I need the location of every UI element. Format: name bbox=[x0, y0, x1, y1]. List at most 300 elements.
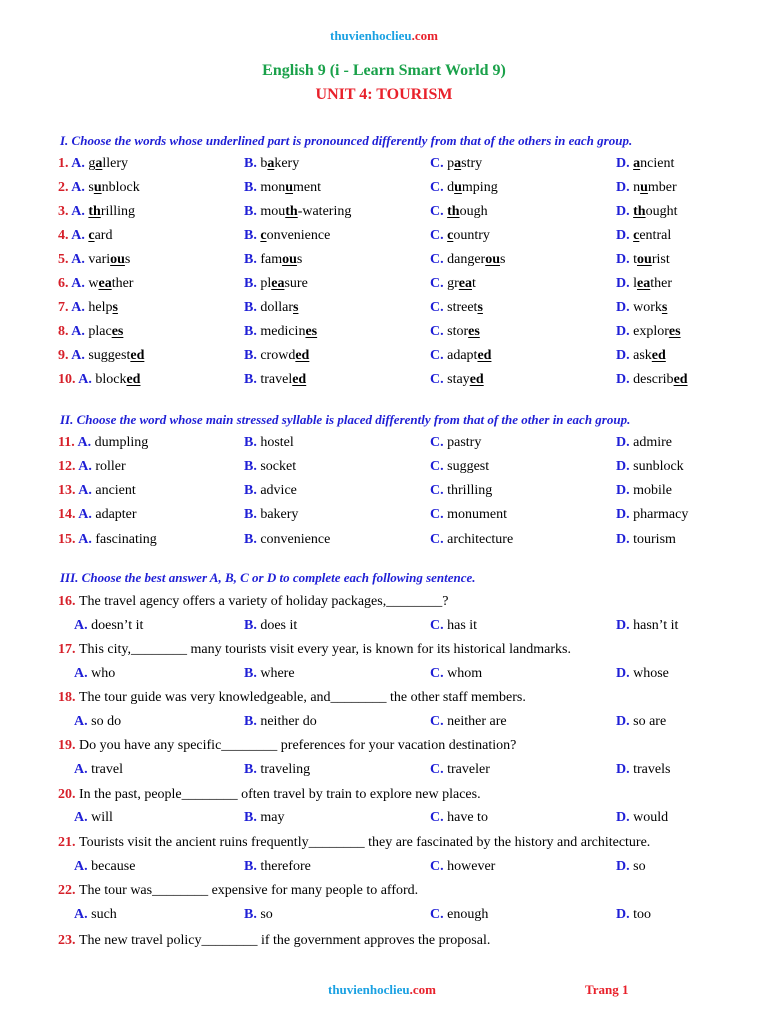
option-letter: B. bbox=[244, 276, 261, 291]
option-letter: D. bbox=[616, 204, 634, 219]
answer-option[interactable] bbox=[58, 459, 126, 475]
option-text-pre: stor bbox=[447, 324, 469, 339]
underlined-part: th bbox=[88, 204, 101, 219]
option-text-pre: work bbox=[633, 300, 662, 315]
answer-option[interactable] bbox=[616, 907, 651, 923]
option-letter: D. bbox=[616, 228, 634, 243]
underlined-part: s bbox=[661, 300, 668, 315]
underlined-part: u bbox=[285, 180, 294, 195]
option-text-post: nblock bbox=[101, 180, 140, 195]
answer-option[interactable] bbox=[58, 156, 128, 172]
question-number: 13. bbox=[58, 483, 79, 498]
answer-option[interactable] bbox=[58, 372, 140, 388]
option-letter: D. bbox=[616, 252, 634, 267]
option-text-post: s bbox=[500, 252, 506, 267]
answer-option[interactable] bbox=[58, 204, 135, 220]
option-letter: D. bbox=[616, 348, 634, 363]
answer-option[interactable] bbox=[430, 276, 476, 292]
option-text-pre: travel bbox=[260, 372, 293, 387]
option-text-pre: stay bbox=[447, 372, 470, 387]
option-letter: C. bbox=[430, 252, 448, 267]
option-text-post: s bbox=[124, 252, 131, 267]
option-text-pre: dollar bbox=[260, 300, 293, 315]
option-text-pre: adapt bbox=[447, 348, 478, 363]
option-text-pre: gr bbox=[447, 276, 459, 291]
answer-option[interactable] bbox=[58, 276, 133, 292]
option-letter: A. bbox=[74, 714, 92, 729]
answer-option[interactable] bbox=[58, 180, 140, 196]
option-text-pre: vari bbox=[88, 252, 111, 267]
answer-option[interactable] bbox=[244, 762, 310, 778]
option-letter: C. bbox=[430, 459, 448, 474]
option-text: convenience bbox=[260, 532, 331, 547]
question-text: The new travel policy________ if the government approves the proposal. bbox=[79, 933, 491, 948]
answer-option[interactable] bbox=[430, 252, 505, 268]
option-letter: B. bbox=[244, 228, 261, 243]
option-text-pre: suggest bbox=[88, 348, 131, 363]
option-letter: A. bbox=[71, 204, 89, 219]
option-letter: A. bbox=[71, 252, 89, 267]
question-row bbox=[0, 156, 768, 176]
answer-option[interactable] bbox=[616, 507, 688, 523]
answer-option[interactable] bbox=[244, 180, 321, 196]
option-letter: C. bbox=[430, 859, 448, 874]
underlined-part: ou bbox=[485, 252, 501, 267]
option-letter: A. bbox=[78, 459, 96, 474]
underlined-part: c bbox=[633, 228, 640, 243]
answer-option[interactable] bbox=[244, 459, 296, 475]
option-letter: B. bbox=[244, 300, 261, 315]
underlined-part: ed bbox=[126, 372, 141, 387]
question-row bbox=[0, 300, 768, 320]
answer-option[interactable] bbox=[430, 666, 482, 682]
answer-option[interactable] bbox=[430, 372, 484, 388]
option-text: whom bbox=[447, 666, 483, 681]
underlined-part: s bbox=[293, 300, 299, 315]
answer-option[interactable] bbox=[616, 204, 677, 220]
answer-option[interactable] bbox=[244, 810, 284, 826]
answer-option[interactable] bbox=[58, 252, 130, 268]
answer-option[interactable] bbox=[430, 459, 489, 475]
option-letter: C. bbox=[430, 180, 448, 195]
footer-brand-domain: .com bbox=[409, 982, 436, 997]
underlined-part: ed bbox=[673, 372, 688, 387]
question-row bbox=[0, 483, 768, 503]
option-text-post: mping bbox=[461, 180, 498, 195]
answer-option[interactable] bbox=[244, 859, 311, 875]
question-text: This city,________ many tourists visit every year, is known for its historical landmarks. bbox=[79, 642, 571, 657]
option-text-post: sure bbox=[284, 276, 308, 291]
underlined-part: es bbox=[668, 324, 681, 339]
answer-option[interactable] bbox=[616, 666, 669, 682]
question-number: 14. bbox=[58, 507, 79, 522]
option-letter: B. bbox=[244, 156, 261, 171]
question-number: 17. bbox=[58, 642, 79, 657]
answer-option[interactable] bbox=[74, 618, 143, 634]
option-text: would bbox=[633, 810, 669, 825]
option-text-post: onvenience bbox=[266, 228, 331, 243]
answer-option[interactable] bbox=[244, 300, 298, 316]
answer-option[interactable] bbox=[244, 483, 297, 499]
question-number: 5. bbox=[58, 252, 72, 267]
answer-option[interactable] bbox=[430, 300, 483, 316]
answer-option[interactable] bbox=[58, 532, 157, 548]
option-text-pre: t bbox=[633, 252, 638, 267]
answer-option[interactable] bbox=[430, 859, 495, 875]
question-number: 6. bbox=[58, 276, 72, 291]
answer-option[interactable] bbox=[74, 859, 135, 875]
option-letter: C. bbox=[430, 300, 448, 315]
option-letter: D. bbox=[616, 810, 634, 825]
option-text: because bbox=[91, 859, 136, 874]
option-letter: B. bbox=[244, 714, 261, 729]
option-letter: D. bbox=[616, 435, 634, 450]
underlined-part: th bbox=[285, 204, 298, 219]
option-text: ancient bbox=[95, 483, 136, 498]
option-letter: C. bbox=[430, 372, 448, 387]
answer-option[interactable] bbox=[58, 348, 144, 364]
option-letter: C. bbox=[430, 618, 448, 633]
options-row bbox=[0, 859, 768, 879]
answer-option[interactable] bbox=[74, 666, 115, 682]
option-text-post: stry bbox=[461, 156, 483, 171]
options-row bbox=[0, 714, 768, 734]
option-letter: C. bbox=[430, 714, 448, 729]
option-text-post: t bbox=[472, 276, 476, 291]
option-letter: A. bbox=[71, 276, 89, 291]
option-letter: D. bbox=[616, 324, 634, 339]
brand-domain: .com bbox=[411, 28, 438, 43]
option-letter: C. bbox=[430, 156, 448, 171]
question-row bbox=[0, 348, 768, 368]
answer-option[interactable] bbox=[616, 348, 666, 364]
answer-option[interactable] bbox=[244, 348, 309, 364]
answer-option[interactable] bbox=[616, 156, 674, 172]
option-text-pre: s bbox=[88, 180, 94, 195]
question-stem bbox=[58, 883, 418, 899]
underlined-part: ed bbox=[651, 348, 666, 363]
option-letter: C. bbox=[430, 276, 448, 291]
section-3-heading: III. Choose the best answer A, B, C or D to complete each following sentence. bbox=[60, 570, 476, 585]
answer-option[interactable] bbox=[430, 204, 488, 220]
option-text-post: ther bbox=[111, 276, 134, 291]
option-text-post: kery bbox=[274, 156, 300, 171]
answer-option[interactable] bbox=[616, 459, 684, 475]
option-letter: C. bbox=[430, 435, 448, 450]
option-text-pre: b bbox=[260, 156, 268, 171]
option-text: will bbox=[91, 810, 113, 825]
option-text: sunblock bbox=[633, 459, 684, 474]
options-row bbox=[0, 907, 768, 927]
option-letter: B. bbox=[244, 435, 261, 450]
option-letter: D. bbox=[616, 483, 634, 498]
question-number: 8. bbox=[58, 324, 72, 339]
question-number: 7. bbox=[58, 300, 72, 315]
answer-option[interactable] bbox=[244, 252, 302, 268]
answer-option[interactable] bbox=[430, 618, 477, 634]
option-text: so do bbox=[91, 714, 122, 729]
option-text: who bbox=[91, 666, 116, 681]
underlined-part: u bbox=[93, 180, 102, 195]
question-text: Tourists visit the ancient ruins frequently________ they are fascinated by the history and architecture. bbox=[79, 835, 651, 850]
option-letter: D. bbox=[616, 459, 634, 474]
option-letter: A. bbox=[74, 810, 92, 825]
option-text-pre: g bbox=[88, 156, 96, 171]
option-letter: A. bbox=[78, 483, 96, 498]
section-2-heading: II. Choose the word whose main stressed syllable is placed differently from that of the other in each group. bbox=[60, 412, 631, 427]
answer-option[interactable] bbox=[244, 714, 317, 730]
option-letter: A. bbox=[74, 907, 92, 922]
answer-option[interactable] bbox=[616, 810, 668, 826]
option-text-pre: crowd bbox=[260, 348, 296, 363]
answer-option[interactable] bbox=[616, 762, 670, 778]
answer-option[interactable] bbox=[430, 324, 480, 340]
answer-option[interactable] bbox=[430, 435, 481, 451]
answer-option[interactable] bbox=[430, 156, 482, 172]
option-text-pre: danger bbox=[447, 252, 486, 267]
option-text: traveler bbox=[447, 762, 490, 777]
option-letter: B. bbox=[244, 618, 261, 633]
option-text: neither are bbox=[447, 714, 507, 729]
option-text-post: llery bbox=[102, 156, 129, 171]
underlined-part: u bbox=[640, 180, 648, 195]
option-text-pre: ask bbox=[633, 348, 652, 363]
underlined-part: ou bbox=[110, 252, 125, 267]
option-text-pre: n bbox=[633, 180, 641, 195]
question-number: 1. bbox=[58, 156, 72, 171]
answer-option[interactable] bbox=[58, 324, 123, 340]
option-text-pre: fam bbox=[260, 252, 283, 267]
answer-option[interactable] bbox=[430, 714, 507, 730]
option-letter: D. bbox=[616, 907, 634, 922]
answer-option[interactable] bbox=[616, 483, 672, 499]
option-text: fascinating bbox=[95, 532, 157, 547]
question-number: 23. bbox=[58, 933, 79, 948]
question-stem-row bbox=[0, 933, 768, 953]
answer-option[interactable] bbox=[74, 714, 121, 730]
option-letter: B. bbox=[244, 507, 261, 522]
answer-option[interactable] bbox=[616, 324, 681, 340]
option-text: suggest bbox=[447, 459, 490, 474]
footer-brand-name: thuvienhoclieu bbox=[328, 982, 410, 997]
underlined-part: ea bbox=[637, 276, 651, 291]
question-stem-row bbox=[0, 787, 768, 807]
option-letter: B. bbox=[244, 180, 261, 195]
question-stem-row bbox=[0, 883, 768, 903]
answer-option[interactable] bbox=[616, 228, 671, 244]
option-letter: A. bbox=[71, 156, 89, 171]
option-text-pre: p bbox=[447, 156, 455, 171]
answer-option[interactable] bbox=[244, 532, 330, 548]
option-letter: D. bbox=[616, 180, 634, 195]
question-stem bbox=[58, 787, 481, 803]
answer-option[interactable] bbox=[244, 324, 317, 340]
answer-option[interactable] bbox=[74, 762, 123, 778]
answer-option[interactable] bbox=[244, 507, 298, 523]
answer-option[interactable] bbox=[244, 228, 330, 244]
option-letter: A. bbox=[71, 180, 89, 195]
answer-option[interactable] bbox=[430, 762, 490, 778]
question-stem-row bbox=[0, 642, 768, 662]
footer-brand[interactable] bbox=[328, 982, 436, 998]
answer-option[interactable] bbox=[58, 507, 137, 523]
option-letter: B. bbox=[244, 348, 261, 363]
question-stem-row bbox=[0, 835, 768, 855]
answer-option[interactable] bbox=[244, 907, 273, 923]
option-text-pre: help bbox=[88, 300, 113, 315]
answer-option[interactable] bbox=[74, 907, 117, 923]
option-text: monument bbox=[447, 507, 508, 522]
question-row bbox=[0, 204, 768, 224]
underlined-part: ea bbox=[271, 276, 285, 291]
question-number: 4. bbox=[58, 228, 72, 243]
answer-option[interactable] bbox=[616, 714, 666, 730]
option-text-post: ough bbox=[459, 204, 488, 219]
option-text-post: ther bbox=[650, 276, 672, 291]
option-letter: D. bbox=[616, 666, 634, 681]
answer-option[interactable] bbox=[616, 859, 646, 875]
question-row bbox=[0, 276, 768, 296]
answer-option[interactable] bbox=[244, 618, 297, 634]
option-text: neither do bbox=[260, 714, 317, 729]
question-number: 11. bbox=[58, 435, 78, 450]
answer-option[interactable] bbox=[430, 228, 490, 244]
answer-option[interactable] bbox=[58, 483, 136, 499]
underlined-part: c bbox=[88, 228, 95, 243]
option-letter: B. bbox=[244, 762, 261, 777]
question-row bbox=[0, 435, 768, 455]
option-letter: D. bbox=[616, 532, 634, 547]
answer-option[interactable] bbox=[58, 300, 118, 316]
option-text: enough bbox=[447, 907, 489, 922]
question-number: 16. bbox=[58, 594, 79, 609]
option-text: hostel bbox=[260, 435, 294, 450]
underlined-part: ed bbox=[130, 348, 145, 363]
underlined-part: a bbox=[267, 156, 275, 171]
option-letter: B. bbox=[244, 204, 261, 219]
option-letter: C. bbox=[430, 228, 448, 243]
underlined-part: c bbox=[260, 228, 267, 243]
answer-option[interactable] bbox=[244, 435, 294, 451]
question-number: 9. bbox=[58, 348, 72, 363]
option-letter: D. bbox=[616, 762, 634, 777]
question-row bbox=[0, 180, 768, 200]
answer-option[interactable] bbox=[430, 483, 492, 499]
answer-option[interactable] bbox=[616, 180, 677, 196]
question-row bbox=[0, 459, 768, 479]
answer-option[interactable] bbox=[244, 666, 295, 682]
option-text-pre: w bbox=[88, 276, 99, 291]
underlined-part: es bbox=[111, 324, 124, 339]
answer-option[interactable] bbox=[430, 907, 488, 923]
answer-option[interactable] bbox=[616, 532, 676, 548]
option-text-post: mber bbox=[647, 180, 677, 195]
answer-option[interactable] bbox=[616, 276, 672, 292]
underlined-part: ou bbox=[637, 252, 652, 267]
question-row bbox=[0, 532, 768, 552]
answer-option[interactable] bbox=[244, 276, 308, 292]
answer-option[interactable] bbox=[58, 435, 148, 451]
option-text: doesn’t it bbox=[91, 618, 144, 633]
option-letter: D. bbox=[616, 156, 634, 171]
question-stem-row bbox=[0, 738, 768, 758]
option-text: mobile bbox=[633, 483, 673, 498]
option-letter: C. bbox=[430, 762, 448, 777]
option-text: hasn’t it bbox=[633, 618, 679, 633]
question-number: 18. bbox=[58, 690, 79, 705]
answer-option[interactable] bbox=[58, 228, 112, 244]
option-letter: C. bbox=[430, 483, 448, 498]
underlined-part: es bbox=[468, 324, 480, 339]
option-letter: A. bbox=[74, 762, 92, 777]
option-text: therefore bbox=[260, 859, 311, 874]
option-letter: D. bbox=[616, 859, 634, 874]
page-number: Trang 1 bbox=[585, 982, 629, 997]
answer-option[interactable] bbox=[74, 810, 113, 826]
option-text: tourism bbox=[633, 532, 676, 547]
answer-option[interactable] bbox=[244, 204, 351, 220]
question-row bbox=[0, 228, 768, 248]
question-row bbox=[0, 372, 768, 392]
option-text: such bbox=[91, 907, 117, 922]
answer-option[interactable] bbox=[244, 156, 299, 172]
option-text-pre: explor bbox=[633, 324, 669, 339]
site-brand-header[interactable] bbox=[0, 28, 768, 44]
answer-option[interactable] bbox=[430, 532, 513, 548]
option-letter: A. bbox=[78, 372, 96, 387]
answer-option[interactable] bbox=[616, 435, 672, 451]
underlined-part: a bbox=[95, 156, 103, 171]
question-number: 20. bbox=[58, 787, 79, 802]
question-number: 21. bbox=[58, 835, 79, 850]
answer-option[interactable] bbox=[616, 300, 667, 316]
answer-option[interactable] bbox=[430, 810, 488, 826]
option-letter: A. bbox=[77, 435, 95, 450]
answer-option[interactable] bbox=[430, 180, 498, 196]
question-number: 15. bbox=[58, 532, 79, 547]
option-letter: D. bbox=[616, 618, 634, 633]
option-text-post: ncient bbox=[640, 156, 675, 171]
option-letter: D. bbox=[616, 276, 634, 291]
answer-option[interactable] bbox=[430, 507, 507, 523]
answer-option[interactable] bbox=[430, 348, 491, 364]
option-letter: B. bbox=[244, 666, 261, 681]
answer-option[interactable] bbox=[244, 372, 306, 388]
option-letter: B. bbox=[244, 324, 261, 339]
underlined-part: ed bbox=[295, 348, 310, 363]
option-letter: D. bbox=[616, 300, 634, 315]
option-text: pastry bbox=[447, 435, 482, 450]
option-letter: B. bbox=[244, 859, 261, 874]
option-letter: A. bbox=[71, 324, 89, 339]
unit-title: UNIT 4: TOURISM bbox=[315, 86, 453, 103]
question-text: The travel agency offers a variety of holiday packages,________? bbox=[79, 594, 449, 609]
question-number: 12. bbox=[58, 459, 79, 474]
option-text-post: s bbox=[296, 252, 303, 267]
answer-option[interactable] bbox=[616, 618, 678, 634]
option-letter: C. bbox=[430, 810, 448, 825]
answer-option[interactable] bbox=[616, 372, 688, 388]
option-text-pre: street bbox=[447, 300, 478, 315]
option-letter: C. bbox=[430, 532, 448, 547]
answer-option[interactable] bbox=[616, 252, 670, 268]
options-row bbox=[0, 810, 768, 830]
underlined-part: u bbox=[454, 180, 462, 195]
option-text: so are bbox=[633, 714, 667, 729]
section-1-heading: I. Choose the words whose underlined part is pronounced differently from that of the others in each group. bbox=[60, 133, 633, 148]
option-text: travels bbox=[633, 762, 671, 777]
underlined-part: th bbox=[633, 204, 646, 219]
